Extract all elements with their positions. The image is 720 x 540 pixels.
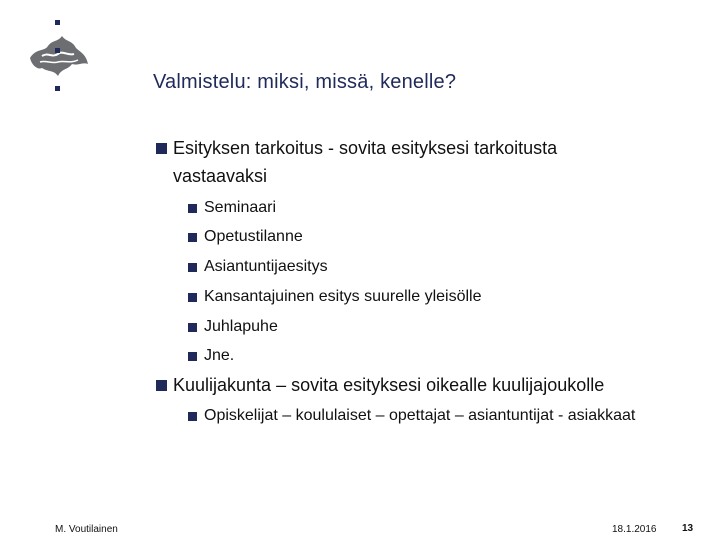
sub-bullet-text: Jne. xyxy=(204,347,235,364)
square-bullet-icon xyxy=(188,204,197,213)
square-bullet-icon xyxy=(188,412,197,421)
bullet-purpose-continuation: vastaavaksi xyxy=(173,166,268,186)
square-bullet-icon xyxy=(188,323,197,332)
sub-bullet-text: Opiskelijat – koululaiset – opettajat – asiantuntijat - asiakkaat xyxy=(204,407,636,424)
sub-bullet-item xyxy=(188,347,234,365)
sub-bullet-item xyxy=(188,288,482,306)
bullet-audience-text: Kuulijakunta – sovita esityksesi oikealle kuulijajoukolle xyxy=(173,375,605,395)
square-bullet-icon xyxy=(188,263,197,272)
sub-bullet-item xyxy=(188,228,303,246)
sub-bullet-item xyxy=(188,258,328,276)
slide-title: Valmistelu: miksi, missä, kenelle? xyxy=(153,71,457,93)
sub-bullet-text: Asiantuntijaesitys xyxy=(204,258,328,275)
bullet-audience xyxy=(156,375,604,396)
sub-bullet-item xyxy=(188,407,635,425)
sub-bullet-item xyxy=(188,318,278,336)
square-bullet-icon xyxy=(188,233,197,242)
footer-author: M. Voutilainen xyxy=(55,524,118,535)
square-bullet-icon xyxy=(156,380,167,391)
sub-bullet-text: Opetustilanne xyxy=(204,228,303,245)
sub-bullet-item xyxy=(188,199,276,217)
bullet-purpose-text: Esityksen tarkoitus - sovita esityksesi tarkoitusta xyxy=(173,138,558,158)
page-number: 13 xyxy=(682,523,694,534)
footer-date: 18.1.2016 xyxy=(612,524,657,535)
sub-bullet-text: Seminaari xyxy=(204,199,277,216)
bullet-purpose xyxy=(156,138,557,159)
square-bullet-icon xyxy=(156,143,167,154)
sub-bullet-text: Juhlapuhe xyxy=(204,318,278,335)
university-logo-icon xyxy=(22,18,92,98)
square-bullet-icon xyxy=(188,293,197,302)
sub-bullet-text: Kansantajuinen esitys suurelle yleisölle xyxy=(204,288,482,305)
square-bullet-icon xyxy=(188,352,197,361)
